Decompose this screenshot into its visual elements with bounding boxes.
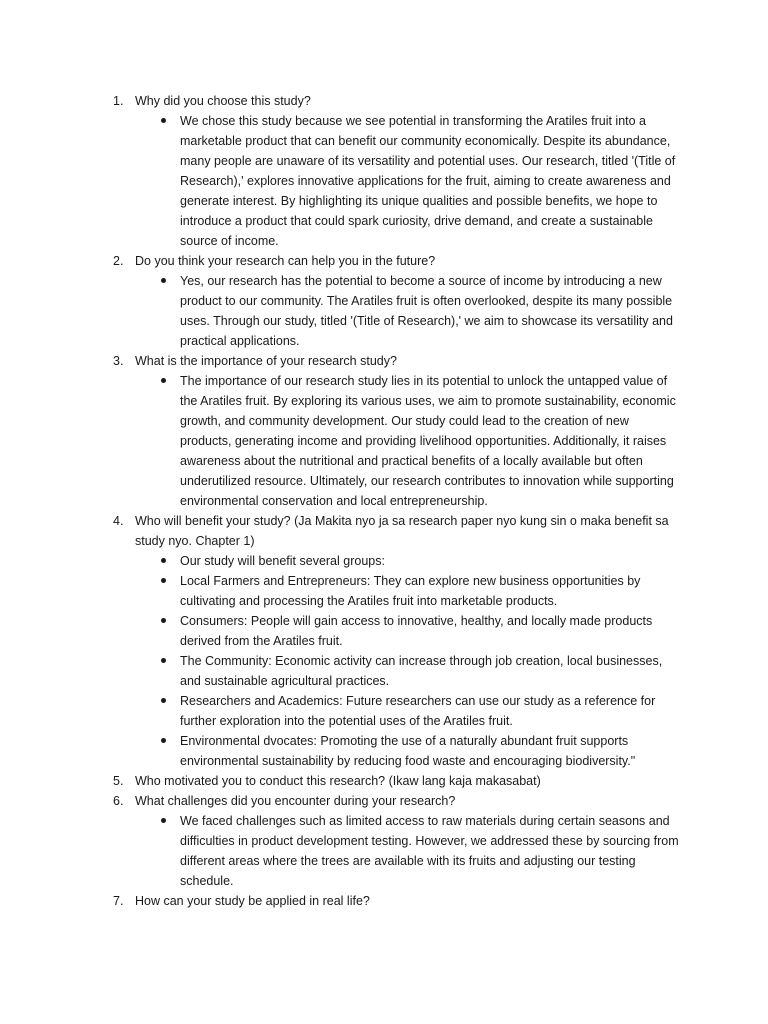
answer-text: Local Farmers and Entrepreneurs: They can explore new business opportunities by cultivating and processing the Aratiles fruit into marketable products. [180,574,641,608]
answer-item [135,651,683,691]
question-number: 7. [113,894,124,908]
answer-item [135,571,683,611]
bullet-icon [157,111,169,131]
answer-text: Our study will benefit several groups: [180,554,385,568]
answer-item [135,611,683,651]
question-item [113,511,683,771]
answer-item [135,551,683,571]
question-text: Do you think your research can help you in the future? [135,254,436,268]
answer-text: Environmental dvocates: Promoting the use of a naturally abundant fruit supports environmental sustainability by reducing food waste and encouraging biodiversity." [180,734,636,768]
question-text: Who will benefit your study? (Ja Makita nyo ja sa research paper nyo kung sin o maka benefit sa study nyo. Chapter 1) [135,514,669,548]
question-number: 4. [113,514,124,528]
answer-text: Yes, our research has the potential to become a source of income by introducing a new product to our community. The Aratiles fruit is often overlooked, despite its many possible uses. Through our study, titled '(Title of Research),' we aim to showcase its versatility and practical applications. [180,274,673,348]
answer-text: We faced challenges such as limited access to raw materials during certain seasons and difficulties in product development testing. However, we addressed these by sourcing from different areas where the trees are available with its fruits and adjusting our testing schedule. [180,814,679,888]
bullet-icon [157,611,169,631]
question-number: 3. [113,354,124,368]
bullet-icon [157,271,169,291]
bullet-icon [157,691,169,711]
answer-list [135,371,683,511]
answer-text: The importance of our research study lies in its potential to unlock the untapped value of the Aratiles fruit. By exploring its various uses, we aim to promote sustainability, economic growth, and community development. Our study could lead to the creation of new products, generating income and providing livelihood opportunities. Additionally, it raises awareness about the nutritional and practical benefits of a locally available but often underutilized resource. Ultimately, our research contributes to innovation while supporting environmental conservation and local entrepreneurship. [180,374,676,508]
question-item [113,251,683,351]
question-number: 5. [113,774,124,788]
answer-text: We chose this study because we see potential in transforming the Aratiles fruit into a marketable product that can benefit our community economically. Despite its abundance, many people are unaware of its versatility and potential uses. Our research, titled '(Title of Research),' explores innovative applications for the fruit, aiming to create awareness and generate interest. By highlighting its unique qualities and possible benefits, we hope to introduce a product that could spark curiosity, drive demand, and create a sustainable source of income. [180,114,676,248]
bullet-icon [157,371,169,391]
answer-text: The Community: Economic activity can increase through job creation, local businesses, and sustainable agricultural practices. [180,654,663,688]
question-list [113,91,683,911]
question-item [113,91,683,251]
bullet-icon [157,811,169,831]
question-text: What challenges did you encounter during your research? [135,794,456,808]
bullet-icon [157,651,169,671]
bullet-icon [157,731,169,751]
question-text: Why did you choose this study? [135,94,311,108]
answer-item [135,811,683,891]
answer-list [135,551,683,771]
question-text: How can your study be applied in real life? [135,894,370,908]
answer-item [135,731,683,771]
answer-list [135,271,683,351]
question-number: 1. [113,94,124,108]
question-item [113,351,683,511]
question-item [113,791,683,891]
question-item [113,891,683,911]
question-text: Who motivated you to conduct this research? (Ikaw lang kaja makasabat) [135,774,541,788]
bullet-icon [157,551,169,571]
answer-text: Consumers: People will gain access to innovative, healthy, and locally made products derived from the Aratiles fruit. [180,614,653,648]
question-item [113,771,683,791]
bullet-icon [157,571,169,591]
answer-list [135,111,683,251]
answer-item [135,271,683,351]
answer-item [135,691,683,731]
question-text: What is the importance of your research study? [135,354,397,368]
question-number: 6. [113,794,124,808]
answer-list [135,811,683,891]
answer-text: Researchers and Academics: Future researchers can use our study as a reference for further exploration into the potential uses of the Aratiles fruit. [180,694,656,728]
answer-item [135,111,683,251]
answer-item [135,371,683,511]
question-number: 2. [113,254,124,268]
